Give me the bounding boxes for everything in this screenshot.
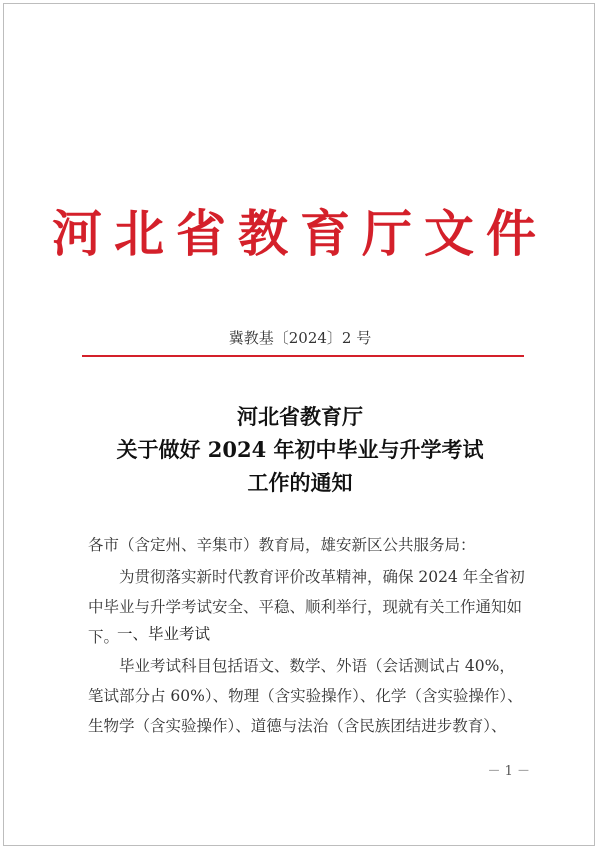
document-number: 冀教基〔2024〕2 号 [228,329,372,347]
page-number: － 1 － [487,764,530,779]
red-divider-rule [82,355,524,357]
document-header-title: 河北省教育厅文件 [52,204,548,263]
document-title [0,400,600,499]
salutation: 各市（含定州、辛集市）教育局，雄安新区公共服务局： [88,536,476,554]
title-line-2: 关于做好 2024 年初中毕业与升学考试 [116,437,484,462]
title-line-3: 工作的通知 [247,470,353,495]
title-line-1: 河北省教育厅 [237,404,363,429]
paragraph-intro: 为贯彻落实新时代教育评价改革精神，确保 2024 年全省初中毕业与升学考试安全、平稳、顺利举行，现就有关工作通知如下。 [88,568,525,646]
section-heading: 一、毕业考试 [117,625,211,643]
paragraph-exam-subjects: 毕业考试科目包括语文、数学、外语（会话测试占 40%，笔试部分占 60%）、物理（含实验操作）、化学（含实验操作）、生物学（含实验操作）、道德与法治（含民族团结进步教育）、 [88,657,523,735]
